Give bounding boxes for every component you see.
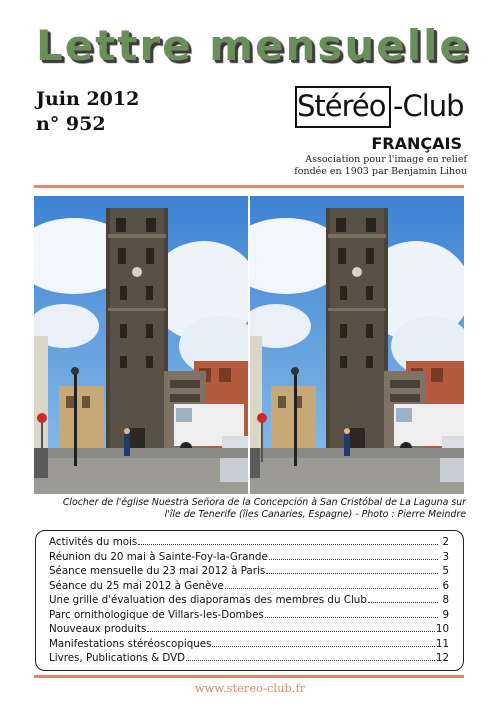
club-name-part1: Stéréo bbox=[297, 89, 386, 123]
toc-row[interactable] bbox=[49, 638, 449, 653]
club-logo-name bbox=[291, 83, 462, 129]
bell-tower-photo-right bbox=[250, 196, 464, 494]
website-link[interactable]: www.stereo-club.fr bbox=[194, 681, 306, 695]
toc-page: 2 bbox=[442, 536, 449, 548]
toc-row[interactable] bbox=[49, 652, 449, 667]
toc-row[interactable] bbox=[49, 551, 449, 566]
issue-number: n° 952 bbox=[36, 113, 106, 135]
toc-leader-dots bbox=[212, 638, 434, 647]
toc-leader-dots bbox=[186, 652, 435, 661]
masthead-title: Lettre mensuelle bbox=[36, 21, 471, 70]
toc-page: 10 bbox=[435, 623, 449, 635]
stereo-photo-pair bbox=[34, 196, 464, 494]
toc-row[interactable] bbox=[49, 594, 449, 609]
toc-leader-dots bbox=[368, 594, 438, 603]
club-description-line2: fondée en 1903 par Benjamin Lihou bbox=[294, 166, 467, 177]
toc-leader-dots bbox=[138, 536, 438, 545]
stereo-photo-right bbox=[250, 196, 464, 494]
photo-caption-line2: l'île de Tenerife (îles Canaries, Espagne) - Photo : Pierre Meindre bbox=[164, 509, 466, 520]
toc-title: Séance du 25 mai 2012 à Genève bbox=[49, 579, 224, 592]
toc-row[interactable] bbox=[49, 580, 449, 595]
photo-caption-line1: Clocher de l'église Nuestra Señora de la Concepción à San Cristóbal de La Laguna sur bbox=[62, 497, 466, 508]
bell-tower-photo-left bbox=[34, 196, 248, 494]
club-country: FRANÇAIS bbox=[371, 134, 462, 153]
toc-row[interactable] bbox=[49, 536, 449, 551]
toc-page: 12 bbox=[435, 652, 449, 664]
toc-title: Manifestations stéréoscopiques bbox=[49, 637, 212, 650]
toc-page: 5 bbox=[442, 565, 449, 577]
toc-title: Livres, Publications & DVD bbox=[49, 652, 186, 664]
toc-page: 11 bbox=[435, 637, 449, 650]
toc-leader-dots bbox=[269, 551, 438, 560]
bottom-divider bbox=[34, 675, 464, 678]
issue-date: Juin 2012 bbox=[36, 88, 140, 110]
toc-page: 8 bbox=[442, 594, 449, 606]
toc-leader-dots bbox=[265, 609, 438, 618]
toc-row[interactable] bbox=[49, 565, 449, 580]
table-of-contents bbox=[35, 530, 464, 671]
photo-caption bbox=[34, 497, 466, 521]
toc-leader-dots bbox=[225, 580, 438, 589]
toc-leader-dots bbox=[147, 623, 435, 632]
top-divider bbox=[34, 185, 464, 188]
toc-row[interactable] bbox=[49, 609, 449, 624]
club-description bbox=[291, 154, 467, 178]
club-name-part2: -Club bbox=[393, 89, 464, 123]
club-description-line1: Association pour l'image en relief bbox=[305, 154, 467, 165]
club-logo bbox=[291, 83, 462, 139]
toc-title: Nouveaux produits bbox=[49, 623, 147, 635]
toc-title: Une grille d'évaluation des diaporamas des membres du Club bbox=[49, 594, 367, 606]
toc-title: Séance mensuelle du 23 mai 2012 à Paris bbox=[49, 565, 266, 577]
toc-leader-dots bbox=[266, 565, 438, 574]
stereo-photo-left bbox=[34, 196, 248, 494]
toc-title: Activités du mois bbox=[49, 536, 138, 548]
toc-page: 3 bbox=[442, 550, 449, 563]
toc-title: Parc ornithologique de Villars-les-Dombes bbox=[49, 608, 264, 621]
toc-page: 6 bbox=[442, 579, 449, 592]
toc-page: 9 bbox=[442, 608, 449, 621]
toc-row[interactable] bbox=[49, 623, 449, 638]
toc-title: Réunion du 20 mai à Sainte-Foy-la-Grande bbox=[49, 550, 268, 563]
